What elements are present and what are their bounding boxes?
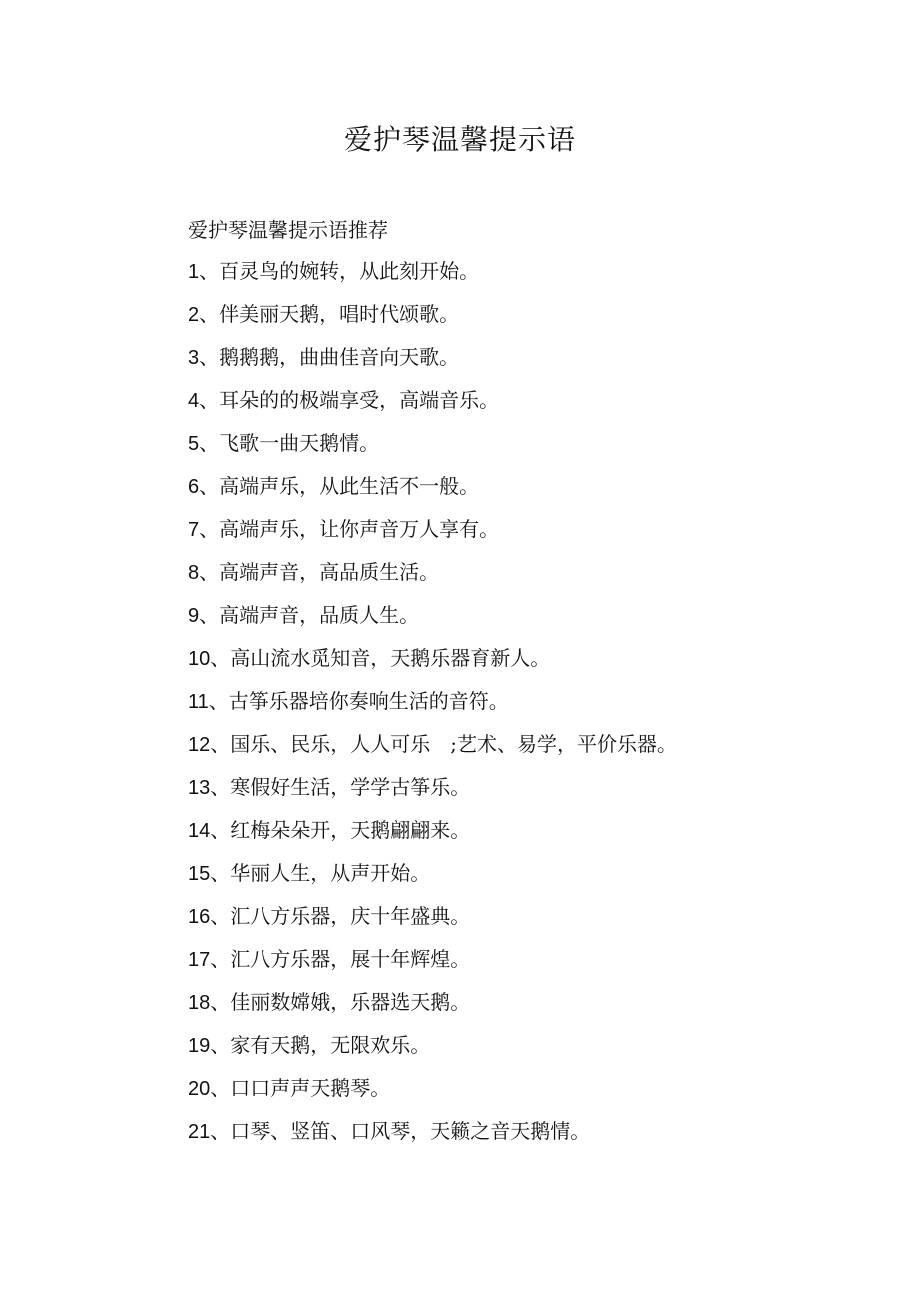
list-item	[188, 815, 677, 858]
item-text: 、国乐、民乐，人人可乐 ;艺术、易学，平价乐器。	[210, 732, 677, 756]
item-number: 17	[188, 949, 211, 971]
list-item	[188, 944, 677, 987]
item-number: 16	[188, 906, 211, 928]
item-text: 、寒假好生活，学学古筝乐。	[210, 775, 471, 799]
item-text: 、高端声音，品质人生。	[199, 603, 420, 627]
item-text: 、耳朵的的极端享受，高端音乐。	[199, 388, 500, 412]
item-text: 、飞歌一曲天鹅情。	[199, 431, 380, 455]
item-number: 3	[188, 347, 200, 369]
item-number: 5	[188, 433, 200, 455]
item-text: 、高端声乐，从此生活不一般。	[199, 474, 480, 498]
item-text: 、高端声音，高品质生活。	[199, 560, 440, 584]
list-item	[188, 858, 677, 901]
item-number: 1	[188, 261, 200, 283]
item-number: 13	[188, 777, 211, 799]
item-text: 、华丽人生，从声开始。	[210, 861, 431, 885]
item-number: 9	[188, 605, 200, 627]
item-number: 6	[188, 476, 200, 498]
item-number: 18	[188, 992, 211, 1014]
item-number: 8	[188, 562, 200, 584]
list-item	[188, 471, 677, 514]
item-text: 、伴美丽天鹅，唱时代颂歌。	[199, 302, 460, 326]
item-text: 、高山流水觅知音，天鹅乐器育新人。	[210, 646, 551, 670]
list-item	[188, 1030, 677, 1073]
item-text: 、古筝乐器培你奏响生活的音符。	[208, 689, 509, 713]
item-number: 15	[188, 863, 211, 885]
slogan-list	[188, 256, 677, 1159]
item-number: 4	[188, 390, 200, 412]
list-item	[188, 428, 677, 471]
item-text: 、口口声声天鹅琴。	[210, 1076, 391, 1100]
item-number: 10	[188, 648, 211, 670]
item-text: 、佳丽数嫦娥，乐器选天鹅。	[210, 990, 471, 1014]
item-text: 、汇八方乐器，展十年辉煌。	[210, 947, 471, 971]
list-item	[188, 987, 677, 1030]
list-item	[188, 901, 677, 944]
item-number: 20	[188, 1078, 211, 1100]
item-number: 19	[188, 1035, 211, 1057]
item-number: 7	[188, 519, 200, 541]
section-heading: 爱护琴温馨提示语推荐	[188, 218, 388, 242]
page-title: 爱护琴温馨提示语	[343, 123, 576, 156]
item-text: 、红梅朵朵开，天鹅翩翩来。	[210, 818, 471, 842]
list-item	[188, 385, 677, 428]
list-item	[188, 514, 677, 557]
item-text: 、口琴、竖笛、口风琴，天籁之音天鹅情。	[210, 1119, 591, 1143]
item-number: 21	[188, 1121, 211, 1143]
item-text: 、高端声乐，让你声音万人享有。	[199, 517, 500, 541]
item-number: 2	[188, 304, 200, 326]
list-item	[188, 729, 677, 772]
list-item	[188, 686, 677, 729]
item-text: 、鹅鹅鹅，曲曲佳音向天歌。	[199, 345, 460, 369]
item-text: 、百灵鸟的婉转，从此刻开始。	[199, 259, 480, 283]
list-item	[188, 772, 677, 815]
list-item	[188, 1116, 677, 1159]
item-number: 11	[188, 691, 209, 713]
list-item	[188, 557, 677, 600]
item-text: 、汇八方乐器，庆十年盛典。	[210, 904, 471, 928]
list-item	[188, 643, 677, 686]
list-item	[188, 342, 677, 385]
item-number: 12	[188, 734, 211, 756]
item-text: 、家有天鹅，无限欢乐。	[210, 1033, 431, 1057]
list-item	[188, 299, 677, 342]
list-item	[188, 1073, 677, 1116]
item-number: 14	[188, 820, 211, 842]
list-item	[188, 256, 677, 299]
list-item	[188, 600, 677, 643]
